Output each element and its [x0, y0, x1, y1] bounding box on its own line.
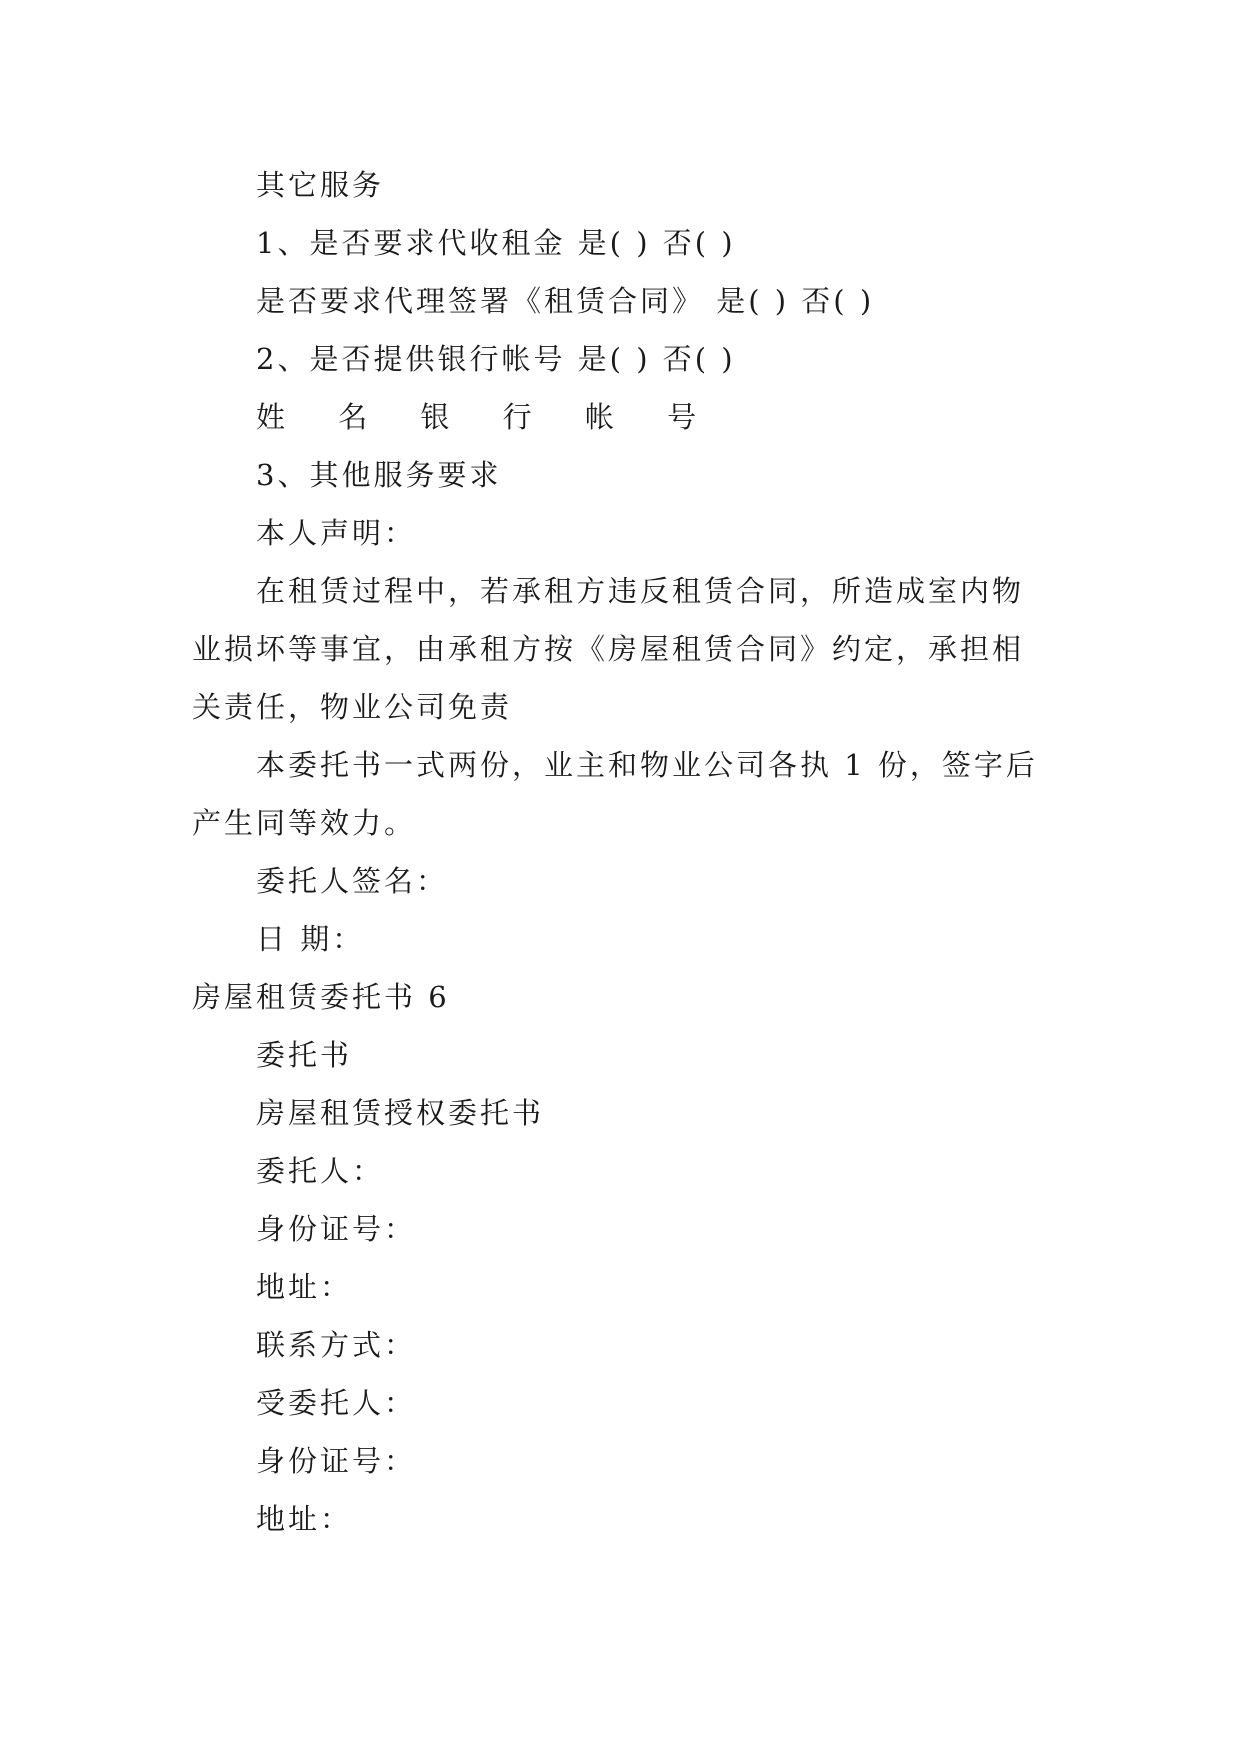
bank-account-fields: 姓 名 银 行 帐 号: [256, 400, 719, 434]
copies-text-line-1: 本委托书一式两份，业主和物业公司各执 1 份，签字后: [256, 748, 1038, 782]
section-title-rental-authorization-6: 房屋租赁委托书 6: [192, 980, 450, 1014]
copies-text-line-2: 产生同等效力。: [192, 806, 417, 840]
question-collect-rent: 1、是否要求代收租金 是( ) 否( ): [256, 226, 736, 260]
declaration-text-line-3: 关责任，物业公司免责: [192, 690, 513, 724]
agent-id-number-label: 身份证号：: [256, 1444, 417, 1478]
principal-id-number-label: 身份证号：: [256, 1212, 417, 1246]
section-heading-other-services: 其它服务: [256, 168, 385, 202]
principal-address-label: 地址：: [256, 1270, 353, 1304]
document-subtitle-rental-authorization: 房屋租赁授权委托书: [256, 1096, 545, 1130]
declaration-text-line-1: 在租赁过程中，若承租方违反租赁合同，所造成室内物: [256, 574, 1025, 608]
question-bank-account: 2、是否提供银行帐号 是( ) 否( ): [256, 342, 736, 376]
other-service-requirements: 3、其他服务要求: [256, 458, 502, 492]
agent-address-label: 地址：: [256, 1502, 353, 1536]
principal-signature-label: 委托人签名：: [256, 864, 449, 898]
contact-method-label: 联系方式：: [256, 1328, 417, 1362]
principal-label: 委托人：: [256, 1154, 385, 1188]
declaration-heading: 本人声明：: [256, 516, 417, 550]
declaration-text-line-2: 业损坏等事宜，由承租方按《房屋租赁合同》约定，承担相: [192, 632, 1025, 666]
date-label: 日 期：: [256, 922, 365, 956]
agent-label: 受委托人：: [256, 1386, 417, 1420]
question-sign-contract: 是否要求代理签署《租赁合同》 是( ) 否( ): [256, 284, 875, 318]
document-title-authorization: 委托书: [256, 1038, 353, 1072]
